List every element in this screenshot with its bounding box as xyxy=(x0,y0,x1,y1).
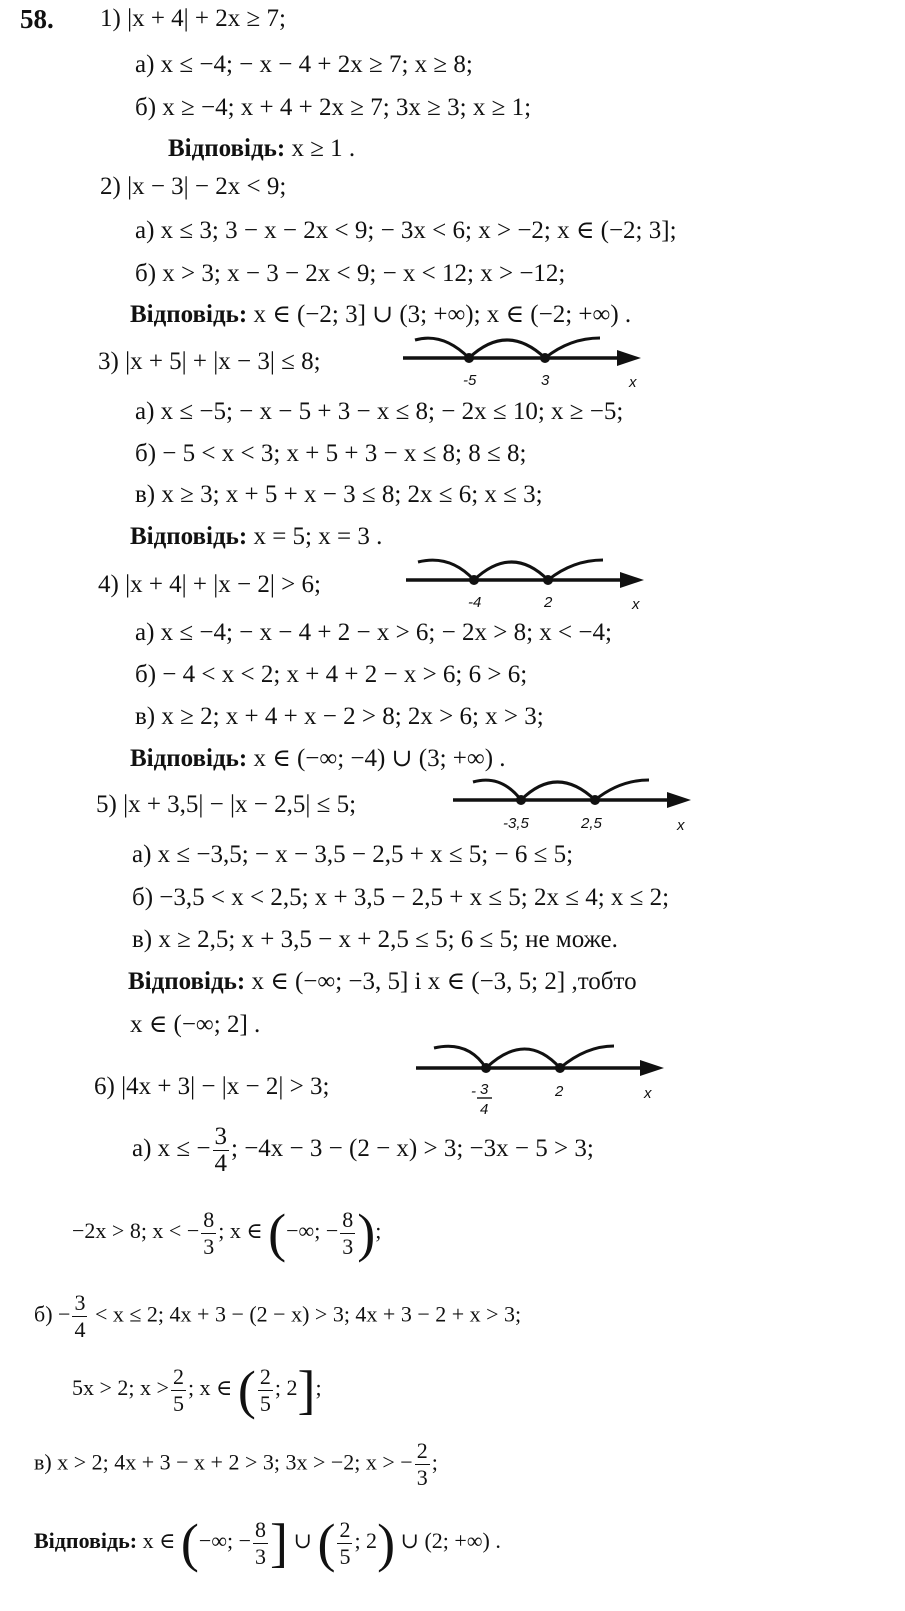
p6-case-a-line2 xyxy=(72,1203,382,1263)
fraction-den: 5 xyxy=(172,1390,184,1416)
p6-ans-i2-post: ; 2 xyxy=(354,1528,378,1554)
bracket-close: ) xyxy=(357,1203,376,1263)
p5-answer-line2: x ∈ (−∞; 2] . xyxy=(130,1011,261,1038)
fraction xyxy=(171,1364,186,1417)
fraction xyxy=(213,1124,230,1177)
p6-nl-label-x: x xyxy=(644,1085,652,1102)
p4-number-line xyxy=(398,552,658,612)
bracket-close: ) xyxy=(377,1513,396,1573)
fraction-den: 3 xyxy=(342,1233,354,1259)
p4-case-c: в) x ≥ 2; x + 4 + x − 2 > 8; 2x > 6; x > 3; xyxy=(135,703,544,730)
p6-b2-mid: ; x ∈ xyxy=(187,1375,238,1401)
p6-case-b xyxy=(34,1290,521,1343)
p6-nl-minus: - xyxy=(471,1083,476,1100)
p3-case-a: а) x ≤ −5; − x − 5 + 3 − x ≤ 8; − 2x ≤ 10; x ≥ −5; xyxy=(135,398,624,425)
p4-nl-label-x: x xyxy=(632,596,640,613)
p4-head: 4) |x + 4| + |x − 2| > 6; xyxy=(98,571,321,598)
p6-ans-pre: x ∈ xyxy=(142,1528,181,1554)
p1-case-a: а) x ≤ −4; − x − 4 + 2x ≥ 7; x ≥ 8; xyxy=(135,51,473,78)
fraction xyxy=(253,1517,268,1570)
p6-b2-pre: 5x > 2; x > xyxy=(72,1375,169,1401)
p2-answer-value: x ∈ (−2; 3] ∪ (3; +∞); x ∈ (−2; +∞) . xyxy=(253,301,632,328)
p3-answer-value: x = 5; x = 3 . xyxy=(253,523,383,550)
fraction-den: 5 xyxy=(259,1390,271,1416)
answer-label: Відповідь: xyxy=(128,968,246,995)
fraction-num: 3 xyxy=(214,1123,227,1150)
problem-number: 58. xyxy=(20,4,54,34)
fraction-num: 2 xyxy=(172,1363,184,1389)
p5-case-a: а) x ≤ −3,5; − x − 3,5 − 2,5 + x ≤ 5; − 6 ≤ 5; xyxy=(132,841,574,868)
bracket-close: ] xyxy=(297,1360,316,1420)
fraction-den: 3 xyxy=(203,1233,215,1259)
fraction-den: 5 xyxy=(339,1543,351,1569)
answer-label: Відповідь: xyxy=(130,745,248,772)
p6-a-pre: а) x ≤ − xyxy=(132,1135,211,1163)
p6-a2-int-pre: −∞; − xyxy=(286,1218,339,1244)
p5-number-line xyxy=(445,772,705,836)
p6-nl-label-num: 3 xyxy=(480,1081,489,1098)
p2-case-a: а) x ≤ 3; 3 − x − 2x < 9; − 3x < 6; x > −2; x ∈ (−2; 3]; xyxy=(135,217,677,244)
p6-case-a xyxy=(132,1124,594,1177)
p4-answer-value: x ∈ (−∞; −4) ∪ (3; +∞) . xyxy=(253,745,506,772)
p4-case-b: б) − 4 < x < 2; x + 4 + 2 − x > 6; 6 > 6; xyxy=(135,661,528,688)
p6-ans-i1-pre: −∞; − xyxy=(198,1528,252,1554)
p2-head: 2) |x − 3| − 2x < 9; xyxy=(100,173,287,200)
fraction-den: 3 xyxy=(255,1543,267,1569)
fraction xyxy=(72,1290,87,1343)
p3-case-b: б) − 5 < x < 3; x + 5 + 3 − x ≤ 8; 8 ≤ 8; xyxy=(135,440,527,467)
p6-a2-pre: −2x > 8; x < − xyxy=(72,1218,200,1244)
bracket-open: ( xyxy=(268,1203,287,1263)
p5-nl-label-x: x xyxy=(677,817,685,834)
fraction-den: 3 xyxy=(416,1465,428,1490)
fraction-num: 8 xyxy=(342,1206,354,1232)
fraction-den: 4 xyxy=(214,1150,227,1177)
answer-label: Відповідь: xyxy=(130,301,248,328)
p4-answer xyxy=(130,744,506,774)
p1-head: 1) |x + 4| + 2x ≥ 7; xyxy=(100,5,286,32)
fraction-den: 4 xyxy=(74,1317,86,1342)
p6-b2-int-post: ; 2 xyxy=(274,1375,298,1401)
p5-nl-label-1: -3,5 xyxy=(503,815,529,832)
p3-nl-label-2: 3 xyxy=(541,372,550,389)
p3-number-line xyxy=(395,330,655,390)
p3-answer xyxy=(130,522,382,552)
p6-b2-post: ; xyxy=(315,1375,322,1401)
fraction xyxy=(201,1207,216,1260)
p5-case-b: б) −3,5 < x < 2,5; x + 3,5 − 2,5 + x ≤ 5; 2x ≤ 4; x ≤ 2; xyxy=(132,884,670,911)
fraction xyxy=(415,1438,430,1491)
p1-answer-value: x ≥ 1 . xyxy=(291,135,356,162)
answer-label: Відповідь: xyxy=(34,1528,138,1554)
fraction-num: 2 xyxy=(339,1516,351,1542)
p6-answer xyxy=(34,1513,501,1573)
p3-head: 3) |x + 5| + |x − 3| ≤ 8; xyxy=(98,348,321,375)
p6-ans-post: ∪ (2; +∞) . xyxy=(395,1528,501,1554)
answer-label: Відповідь: xyxy=(168,135,286,162)
p6-ans-union: ∪ xyxy=(288,1528,318,1554)
fraction xyxy=(340,1207,355,1260)
p6-b-pre: б) − xyxy=(34,1301,71,1327)
fraction xyxy=(258,1364,273,1417)
p5-answer xyxy=(128,967,637,997)
p2-answer xyxy=(130,300,631,330)
bracket-open: ( xyxy=(317,1513,336,1573)
p6-a-post: ; −4x − 3 − (2 − x) > 3; −3x − 5 > 3; xyxy=(231,1135,594,1163)
p6-nl-label-den: 4 xyxy=(480,1101,489,1118)
p6-case-b-line2 xyxy=(72,1360,322,1420)
fraction-num: 8 xyxy=(255,1516,267,1542)
bracket-open: ( xyxy=(237,1360,256,1420)
fraction-num: 2 xyxy=(259,1363,271,1389)
bracket-close: ] xyxy=(270,1513,289,1573)
p3-nl-label-1: -5 xyxy=(463,372,477,389)
fraction-num: 3 xyxy=(74,1290,86,1315)
p2-case-b: б) x > 3; x − 3 − 2x < 9; − x < 12; x > −12; xyxy=(135,260,566,287)
fraction-num: 2 xyxy=(416,1438,428,1463)
p5-answer-value: x ∈ (−∞; −3, 5] і x ∈ (−3, 5; 2] ,тобто xyxy=(251,968,637,995)
p1-answer xyxy=(168,134,355,164)
p6-a2-mid: ; x ∈ xyxy=(218,1218,269,1244)
p4-case-a: а) x ≤ −4; − x − 4 + 2 − x > 6; − 2x > 8; x < −4; xyxy=(135,619,612,646)
fraction xyxy=(337,1517,352,1570)
p6-c-pre: в) x > 2; 4x + 3 − x + 2 > 3; 3x > −2; x > − xyxy=(34,1449,413,1475)
p5-head: 5) |x + 3,5| − |x − 2,5| ≤ 5; xyxy=(96,791,357,818)
fraction-num: 8 xyxy=(203,1206,215,1232)
p3-case-c: в) x ≥ 3; x + 5 + x − 3 ≤ 8; 2x ≤ 6; x ≤ 3; xyxy=(135,481,543,508)
p6-number-line xyxy=(408,1038,678,1128)
p3-nl-label-x: x xyxy=(629,374,637,391)
p4-nl-label-2: 2 xyxy=(544,594,553,611)
p6-case-c xyxy=(34,1438,438,1491)
p6-nl-label-2: 2 xyxy=(555,1083,564,1100)
bracket-open: ( xyxy=(180,1513,199,1573)
p5-case-c: в) x ≥ 2,5; x + 3,5 − x + 2,5 ≤ 5; 6 ≤ 5; не може. xyxy=(132,926,618,953)
p4-nl-label-1: -4 xyxy=(468,594,482,611)
p6-c-post: ; xyxy=(431,1449,438,1475)
p6-head: 6) |4x + 3| − |x − 2| > 3; xyxy=(94,1073,330,1100)
answer-label: Відповідь: xyxy=(130,523,248,550)
p6-a2-post: ; xyxy=(375,1218,382,1244)
p5-nl-label-2: 2,5 xyxy=(581,815,602,832)
p6-b-post: < x ≤ 2; 4x + 3 − (2 − x) > 3; 4x + 3 − 2 + x > 3; xyxy=(89,1301,522,1327)
p1-case-b: б) x ≥ −4; x + 4 + 2x ≥ 7; 3x ≥ 3; x ≥ 1; xyxy=(135,94,532,121)
